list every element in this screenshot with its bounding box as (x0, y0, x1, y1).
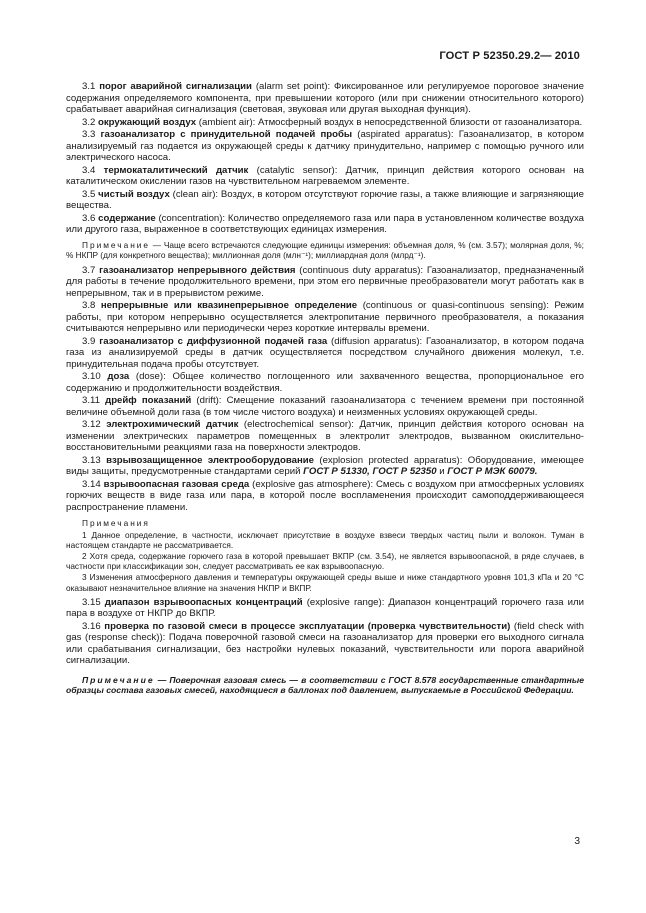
term-3-8: 3.8 непрерывные или квазинепрерывное определение (continuous or quasi-continuous sensing): Режим работы, при котором непрерывно осуществляется электропитание первичного преобразователя, а показания считываются непрерывно или периодически через короткие интервалы времени. (66, 300, 585, 335)
term-3-4: 3.4 термокаталитический датчик (catalytic sensor): Датчик, принцип действия которого основан на каталитическом окислении газов на чувствительном нагреваемом элементе. (66, 164, 584, 187)
term-3-5: 3.5 чистый воздух (clean air): Воздух, в котором отсутствуют горючие газы, а также влияющие и загрязняющие вещества. (66, 188, 585, 211)
term-3-2: 3.2 окружающий воздух (ambient air): Атмосферный воздух в непосредственной близости от газоанализатора. (82, 116, 583, 128)
term-3-9: 3.9 газоанализатор с диффузионной подачей газа (diffusion apparatus): Газоанализатор, в котором подача газа из анализируемой среды в датчик осуществляется посредством случайного движения молекул, т.е. принудительная подача пробы отсутствует. (66, 335, 584, 370)
document-body (66, 81, 584, 696)
standard-code-header: ГОСТ Р 52350.29.2— 2010 (439, 50, 580, 62)
term-3-15: 3.15 диапазон взрывоопасных концентраций (explosive range): Диапазон концентраций горючего газа или пара в воздухе от НКПР до ВКПР. (66, 596, 584, 620)
notes-heading: Примечания (82, 518, 150, 529)
term-3-10: 3.10 доза (dose): Общее количество поглощенного или захваченного вещества, пропорциональное его содержанию и продолжительности воздействия. (66, 371, 585, 394)
note-item-1: 1 Данное определение, в частности, исключает присутствие в воздухе взвеси твердых частиц пыли и волокон. Туман в настоящем стандарте не рассматривается. (66, 529, 584, 550)
note-item-3: 3 Изменения атмосферного давления и температуры окружающей среды выше и ниже стандартного уровня 101,3 кПа и 20 °С оказывают незначительное влияние на значения НКПР и ВКПР. (66, 572, 584, 593)
term-3-11: 3.11 дрейф показаний (drift): Смещение показаний газоанализатора с течением времени при постоянной величине объемной доли газа (в том числе чистого воздуха) и неизменных условиях окружающей среды. (66, 395, 584, 418)
note-units: Примечание — Чаще всего встречаются следующие единицы измерения: объемная доля, % (см. 3.57); молярная доля, %; % НКПР (для конкретного вещества); миллионная доля (млн⁻¹); миллиардная доля (млрд⁻¹). (66, 239, 584, 260)
term-3-3: 3.3 газоанализатор с принудительной подачей пробы (aspirated apparatus): Газоанализатор, в котором анализируемый газ подается из окружающей среды к датчику принудительно, например с помощью ручного или электрического насоса. (66, 129, 584, 163)
term-3-12: 3.12 электрохимический датчик (electrochemical sensor): Датчик, принцип действия которого основан на изменении электрических параметров помещенных в электролит электродов, вызванном окислительно-восстановительными реакциями газа на поверхности электродов. (66, 419, 584, 454)
term-3-13: 3.13 взрывозащищенное электрооборудование (explosion protected apparatus): Оборудование, имеющее виды защиты, предусмотренные стандартами серий ГОСТ Р 51330, ГОСТ Р 52350 и ГОСТ Р МЭК 60079. (66, 454, 584, 478)
term-3-16: 3.16 проверка по газовой смеси в процессе эксплуатации (проверка чувствительности) (field check with gas (response check)): Подача поверочной газовой смеси на газоанализатор для проверки его выходного сигнала или срабатывания сигнализации, без настройки нулевых показаний, чувствительности или порога аварийной сигнализации. (66, 620, 584, 667)
term-3-14: 3.14 взрывоопасная газовая среда (explosive gas atmosphere): Смесь с воздухом при атмосферных условиях горючих веществ в виде газа или пара, в которой после воспламенения происходит самоподдерживающееся распространение пламени. (66, 478, 584, 513)
term-3-6: 3.6 содержание (concentration): Количество определяемого газа или пара в установленном количестве воздуха или другого газа, выраженное в соответствующих единицах измерения. (66, 212, 584, 235)
term-3-1: 3.1 порог аварийной сигнализации (alarm set point): Фиксированное или регулируемое пороговое значение содержания определяемого компонента, при превышении которого (или при снижении относительного которого) срабатывает аварийная сигнализация (световая, звуковая или другая выходная функция). (66, 81, 584, 115)
note-item-2: 2 Хотя среда, содержание горючего газа в которой превышает ВКПР (см. 3.54), не является взрывоопасной, в ряде случаев, в частности при классификации зон, следует рассматривать ее как взрывоопасную. (66, 551, 584, 572)
page-number: 3 (574, 836, 580, 847)
term-3-7: 3.7 газоанализатор непрерывного действия (continuous duty apparatus): Газоанализатор, предназначенный для работы в течение продолжительного времени, при этом его первичные преобразователи могут работать как в непрерывном, так и в прерывистом режиме. (66, 264, 584, 299)
note-gas-mixture: Примечание — Поверочная газовая смесь — в соответствии с ГОСТ 8.578 государственные стандартные образцы состава газовых смесей, находящиеся в баллонах под давлением, выпускаемые в Российской Федерации. (66, 674, 584, 696)
